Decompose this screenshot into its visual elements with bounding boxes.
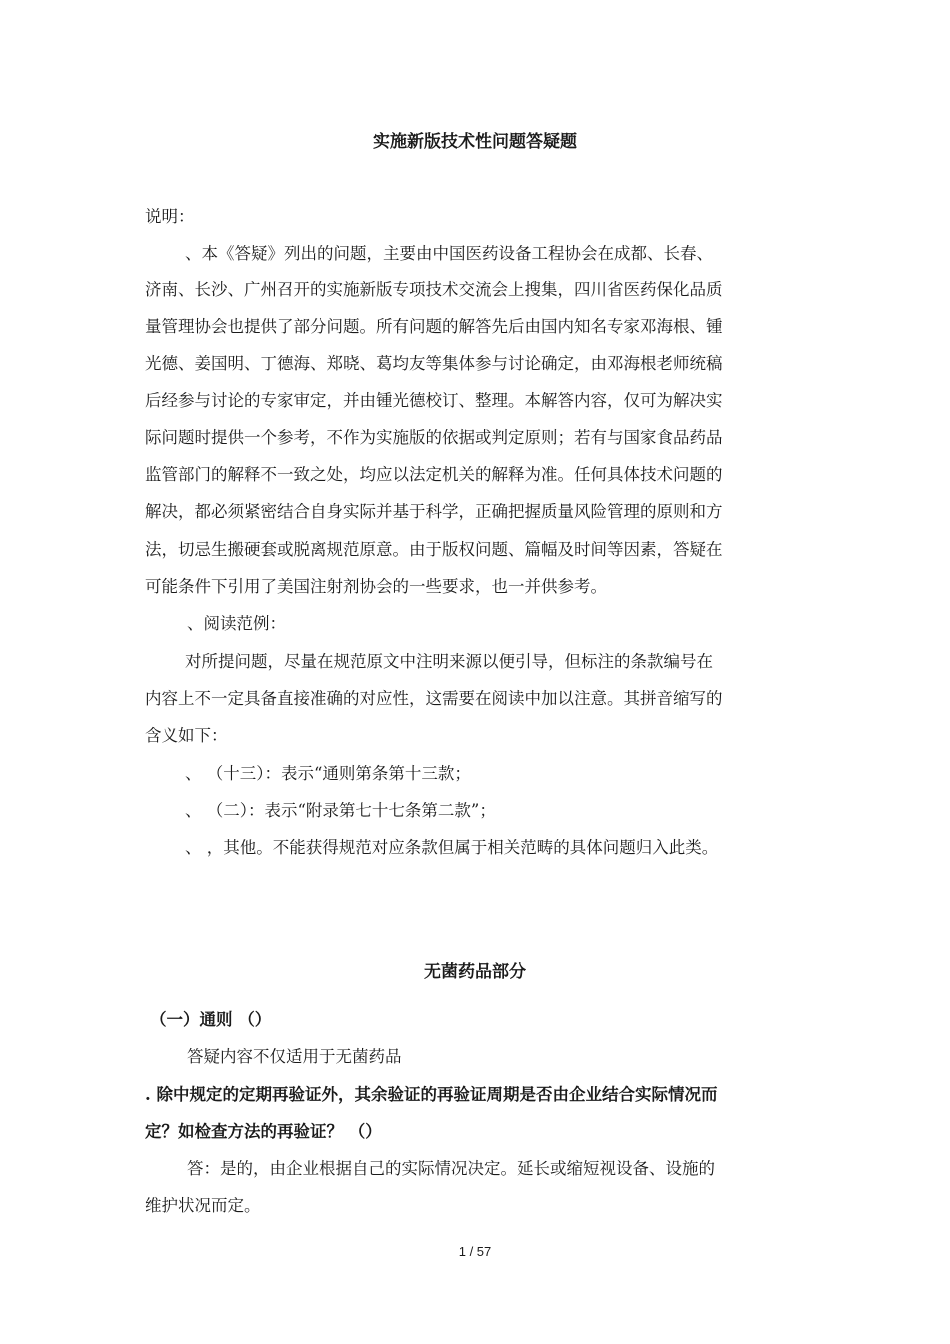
intro-heading: 说明：: [145, 207, 195, 226]
reading-example-heading: 、阅读范例：: [187, 614, 286, 633]
answer-line: 维护状况而定。: [145, 1196, 261, 1215]
example-item: 、 （二）：表示“附录第七十七条第二款”；: [185, 801, 496, 820]
intro-p3-line: 内容上不一定具备直接准确的对应性，这需要在阅读中加以注意。其拼音缩写的: [145, 689, 723, 708]
answer-line: 答：是的，由企业根据自己的实际情况决定。延长或缩短视设备、设施的: [187, 1159, 715, 1178]
question-line: 定？如检查方法的再验证？ （）: [145, 1122, 382, 1141]
document-title: 实施新版技术性问题答疑题: [373, 132, 577, 152]
intro-p1-line: 、本《答疑》列出的问题，主要由中国医药设备工程协会在成都、长春、: [185, 244, 713, 263]
section-title: 无菌药品部分: [424, 962, 526, 982]
section-note: 答疑内容不仅适用于无菌药品: [187, 1047, 402, 1066]
example-item: 、 ，其他。不能获得规范对应条款但属于相关范畴的具体问题归入此类。: [185, 838, 719, 857]
intro-p1-line: 可能条件下引用了美国注射剂协会的一些要求，也一并供参考。: [145, 577, 607, 596]
intro-p1-line: 光德、姜国明、丁德海、郑晓、葛均友等集体参与讨论确定，由邓海根老师统稿: [145, 354, 723, 373]
intro-p3-line: 含义如下：: [145, 726, 228, 745]
intro-p1-line: 量管理协会也提供了部分问题。所有问题的解答先后由国内知名专家邓海根、锺: [145, 317, 723, 336]
intro-p1-line: 济南、长沙、广州召开的实施新版专项技术交流会上搜集，四川省医药保化品质: [145, 280, 723, 299]
example-item: 、 （十三）：表示“通则第条第十三款；: [185, 764, 471, 783]
section-subheading: （一）通则 （）: [150, 1010, 272, 1029]
intro-p1-line: 监管部门的解释不一致之处，均应以法定机关的解释为准。任何具体技术问题的: [145, 465, 723, 484]
page-indicator: 1 / 57: [458, 1244, 492, 1259]
intro-p1-line: 后经参与讨论的专家审定，并由锺光德校订、整理。本解答内容，仅可为解决实: [145, 391, 723, 410]
question-line: . 除中规定的定期再验证外，其余验证的再验证周期是否由企业结合实际情况而: [145, 1085, 718, 1104]
intro-p1-line: 法，切忌生搬硬套或脱离规范原意。由于版权问题、篇幅及时间等因素，答疑在: [145, 540, 723, 559]
intro-p1-line: 解决，都必须紧密结合自身实际并基于科学，正确把握质量风险管理的原则和方: [145, 502, 723, 521]
intro-p1-line: 际问题时提供一个参考，不作为实施版的依据或判定原则；若有与国家食品药品: [145, 428, 723, 447]
intro-p3-line: 对所提问题，尽量在规范原文中注明来源以便引导，但标注的条款编号在: [185, 652, 713, 671]
